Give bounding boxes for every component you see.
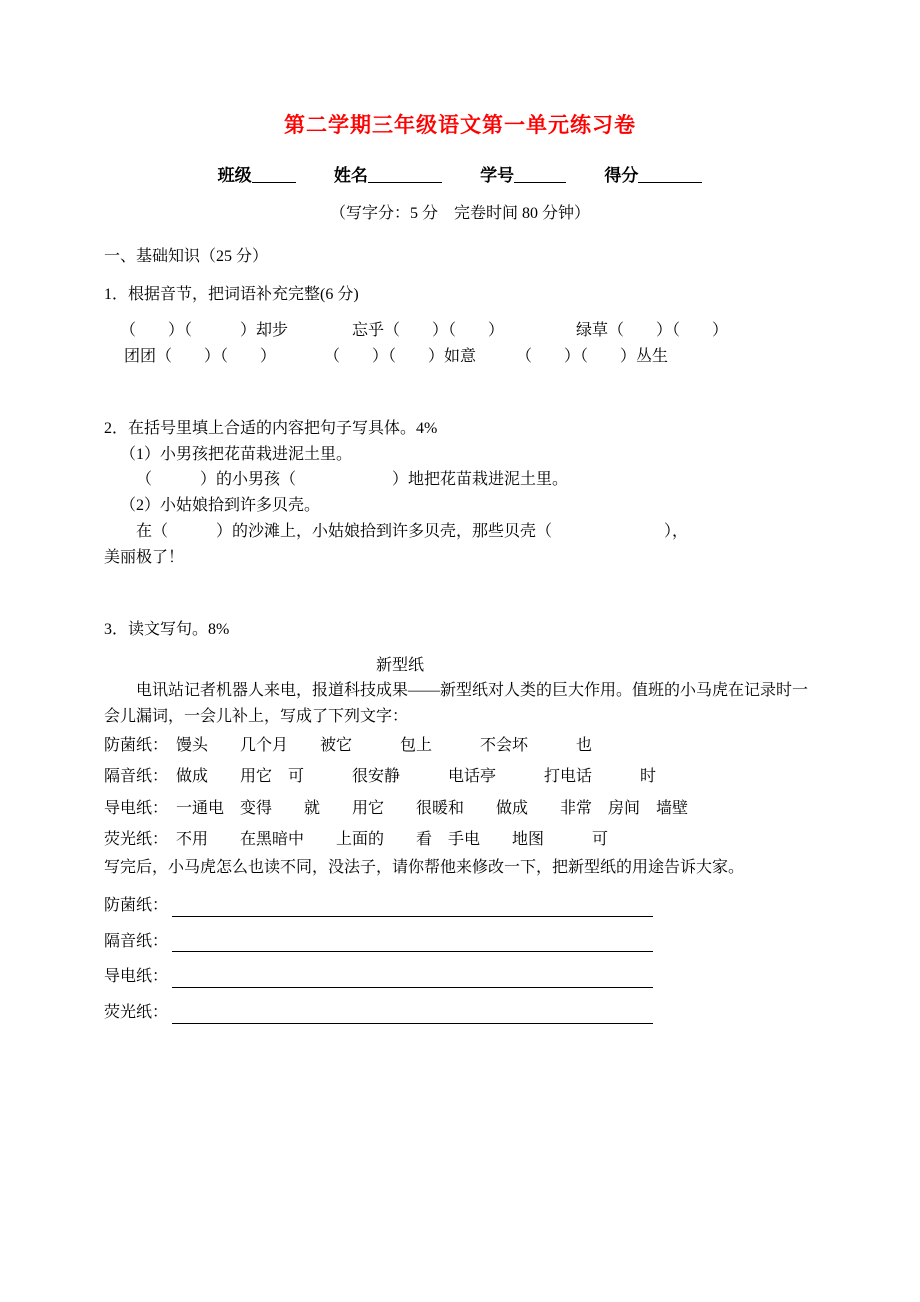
class-label: 班级 xyxy=(217,166,252,186)
spacer xyxy=(104,370,816,404)
word-row-fluorescent: 荧光纸： 不用 在黑暗中 上面的 看 手电 地图 可 xyxy=(104,830,609,848)
question-1-prompt: 1．根据音节，把词语补充完整(6 分) xyxy=(104,286,359,304)
exam-sub-note: （写字分：5 分 完卷时间 80 分钟） xyxy=(329,205,590,223)
answer-row-conductive[interactable] xyxy=(104,967,816,988)
score-label: 得分 xyxy=(604,166,639,186)
answer-rule-fluorescent[interactable] xyxy=(172,1008,653,1024)
answer-rule-soundproof[interactable] xyxy=(172,936,653,952)
answer-row-fluorescent[interactable] xyxy=(104,1003,816,1024)
section-one-heading: 一、基础知识（25 分） xyxy=(104,248,269,266)
answer-rule-antibacterial[interactable] xyxy=(172,901,653,917)
answer-row-antibacterial[interactable] xyxy=(104,896,816,917)
question-2-sub-2-fill[interactable]: 在（ ）的沙滩上，小姑娘拾到许多贝壳，那些贝壳（ ）， xyxy=(136,523,689,541)
question-2-sub-2-fill-tail: 美丽极了！ xyxy=(104,549,185,567)
question-2-sub-1: （1）小男孩把花苗栽进泥土里。 xyxy=(120,445,353,463)
question-3-prompt: 3．读文写句。8% xyxy=(104,621,230,639)
score-field[interactable] xyxy=(604,161,702,186)
name-blank[interactable] xyxy=(368,165,442,183)
question-2-prompt: 2．在括号里填上合适的内容把句子写具体。4% xyxy=(104,419,438,437)
student-id-blank[interactable] xyxy=(514,165,566,183)
class-blank[interactable] xyxy=(252,165,296,183)
article-title: 新型纸 xyxy=(375,656,424,674)
article-paragraph: 电讯站记者机器人来电，报道科技成果——新型纸对人类的巨大作用。值班的小马虎在记录时一会儿漏词，一会儿补上，写成了下列文字： xyxy=(104,682,809,726)
question-1-row-2: 团团（ ）（ ） （ ）（ ）如意 （ ）（ ）丛生 xyxy=(120,347,669,365)
spacer xyxy=(104,308,816,318)
paper-sheet xyxy=(104,0,816,1024)
student-info-row xyxy=(104,161,816,186)
word-row-soundproof: 隔音纸： 做成 用它 可 很安静 电话亭 打电话 时 xyxy=(104,768,657,786)
answer-rule-conductive[interactable] xyxy=(172,972,653,988)
answer-row-soundproof[interactable] xyxy=(104,932,816,953)
student-id-label: 学号 xyxy=(480,166,515,186)
class-field[interactable] xyxy=(218,161,296,186)
answer-label-antibacterial: 防菌纸： xyxy=(104,896,169,914)
name-field[interactable] xyxy=(334,161,442,186)
student-id-field[interactable] xyxy=(480,161,566,186)
question-2-sub-2: （2）小姑娘拾到许多贝壳。 xyxy=(120,497,321,515)
answer-label-soundproof: 隔音纸： xyxy=(104,932,169,950)
answer-label-fluorescent: 荧光纸： xyxy=(104,1004,169,1022)
word-row-antibacterial: 防菌纸： 馒头 几个月 被它 包上 不会坏 也 xyxy=(104,737,593,755)
question-2-sub-1-fill[interactable]: （ ）的小男孩（ ）地把花苗栽进泥土里。 xyxy=(136,471,569,489)
score-blank[interactable] xyxy=(638,165,702,183)
name-label: 姓名 xyxy=(333,166,368,186)
word-row-conductive: 导电纸： 一通电 变得 就 用它 很暖和 做成 非常 房间 墙壁 xyxy=(104,799,689,817)
question-1-row-1: （ ）（ ）却步 忘乎（ ）（ ） 绿草（ ）（ ） xyxy=(120,321,729,339)
question-3-closing: 写完后，小马虎怎么也读不同，没法子，请你帮他来修改一下，把新型纸的用途告诉大家。 xyxy=(104,858,745,876)
answer-label-conductive: 导电纸： xyxy=(104,968,169,986)
spacer xyxy=(104,571,816,605)
page-title: 第二学期三年级语文第一单元练习卷 xyxy=(284,113,636,137)
